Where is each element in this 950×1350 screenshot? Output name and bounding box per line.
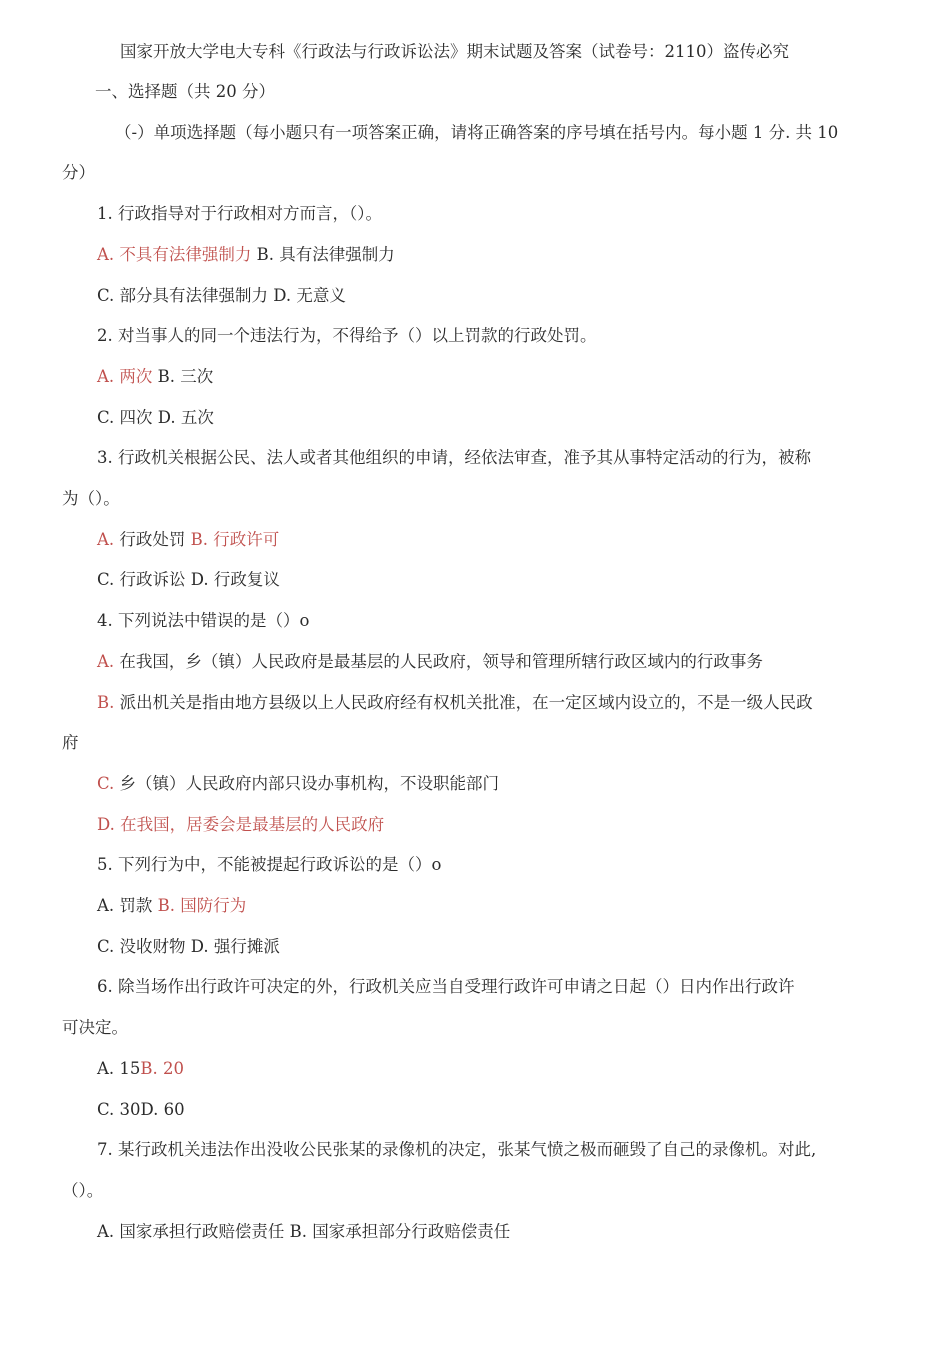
text-segment: C. 30D. 60 [97,1099,185,1119]
text-line [97,977,795,997]
text-segment: C. 部分具有法律强制力 D. 无意义 [97,285,346,305]
text-segment: 1. 行政指导对于行政相对方而言，（）。 [97,204,382,224]
text-segment: 在我国，乡（镇）人民政府是最基层的人民政府，领导和管理所辖行政区域内的行政事务 [114,651,763,671]
text-line [62,489,120,509]
text-line [97,245,395,265]
text-segment: 5. 下列行为中，不能被提起行政诉讼的是（）o [97,855,442,875]
text-line [97,896,246,916]
text-segment: （-）单项选择题（每小题只有一项答案正确，请将正确答案的序号填在括号内。每小题 1 分. 共 10 [115,122,839,142]
text-line [97,937,280,957]
text-segment: 为（）。 [62,489,120,508]
text-segment: 2. 对当事人的同一个违法行为，不得给予（）以上罚款的行政处罚。 [97,326,597,346]
text-line [115,123,838,143]
answer-highlight: A. [97,651,115,671]
text-line [97,774,499,794]
text-segment: A. 15 [97,1058,141,1078]
text-line [97,408,214,428]
answer-highlight: D. 在我国，居委会是最基层的人民政府 [97,814,385,834]
text-line [97,815,384,835]
text-line [62,1181,103,1201]
text-segment: C. 四次 D. 五次 [97,407,214,427]
answer-highlight: B. 20 [140,1058,185,1078]
text-line [97,367,213,387]
text-segment: A. 国家承担行政赔偿责任 B. 国家承担部分行政赔偿责任 [97,1221,511,1241]
text-segment: （）。 [62,1180,104,1200]
text-segment: B. 具有法律强制力 [251,244,395,264]
answer-highlight: A. 两次 [97,366,153,386]
text-line [95,82,275,102]
text-line [97,611,309,631]
answer-highlight: B. 国防行为 [157,896,247,915]
text-line [97,204,382,224]
text-segment: B. 三次 [152,366,214,386]
text-line [97,1059,184,1079]
text-segment: C. 行政诉讼 D. 行政复议 [97,570,280,590]
text-segment: A. 罚款 [97,896,158,915]
text-segment: 7. 某行政机关违法作出没收公民张某的录像机的决定，张某气愤之极而砸毁了自己的录像机。对此, [97,1140,817,1160]
text-line [62,733,79,753]
text-segment: 4. 下列说法中错误的是（）o [97,611,310,631]
text-segment: 乡（镇）人民政府内部只设办事机构，不设职能部门 [114,773,500,793]
text-segment: 府 [62,733,79,753]
answer-highlight: A. 不具有法律强制力 [97,244,252,264]
text-segment: 行政处罚 [114,529,191,549]
text-line [97,855,441,875]
text-segment: 3. 行政机关根据公民、法人或者其他组织的申请，经依法审查，准予其从事特定活动的行为，被称 [97,448,811,468]
text-line [97,286,346,306]
text-line [97,530,279,550]
text-segment: 6. 除当场作出行政许可决定的外，行政机关应当自受理行政许可申请之日起（）日内作出行政许 [97,977,795,997]
text-segment: 派出机关是指由地方县级以上人民政府经有权机关批准，在一定区域内设立的，不是一级人民政 [114,692,813,712]
answer-highlight: B. [97,692,115,712]
text-line [97,1100,185,1120]
text-line [97,1140,816,1160]
text-segment: 分） [62,163,95,183]
text-segment: C. 没收财物 D. 强行摊派 [97,936,280,956]
text-line [97,1222,510,1242]
text-line [97,652,763,672]
text-line [62,163,95,183]
text-segment: 可决定。 [62,1018,128,1038]
text-line [62,1018,128,1038]
text-line [97,570,280,590]
text-segment: 一、选择题（共 20 分） [95,82,275,101]
document-title: 国家开放大学电大专科《行政法与行政诉讼法》期末试题及答案（试卷号：2110）盗传必究 [120,42,789,61]
text-line [97,448,811,468]
answer-highlight: A. [97,529,115,549]
text-line [97,326,597,346]
answer-highlight: B. 行政许可 [190,529,280,549]
text-line [97,693,813,713]
answer-highlight: C. [97,773,115,793]
